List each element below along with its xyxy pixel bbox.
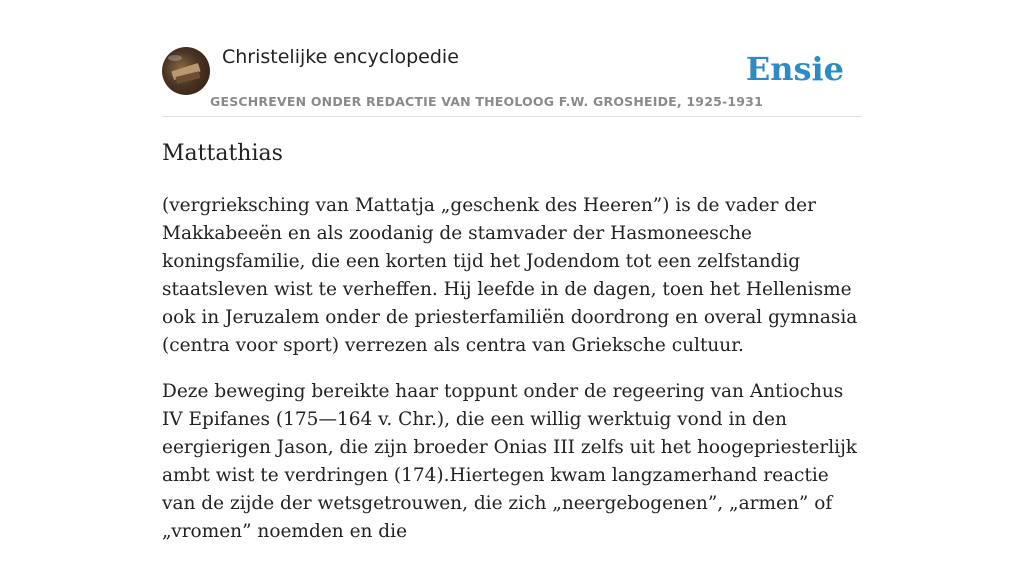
encyclopedia-title-link[interactable]: Christelijke encyclopedie — [222, 46, 459, 68]
article-body — [162, 192, 862, 546]
article-title: Mattathias — [162, 141, 283, 166]
article — [162, 138, 862, 564]
ensie-logo-link[interactable]: Ensie — [745, 50, 844, 88]
article-paragraph: Deze beweging bereikte haar toppunt onder de regeering van Antiochus IV Epifanes (175—164 v. Chr.), die een willig werktuig vond in den eergierigen Jason, die zijn broeder Onias III zelfs uit het hoogepriesterlijk ambt wist te verdringen (174).Hiertegen kwam langzamerhand reactie van de zijde der wetsgetrouwen, die zich „neergebogenen”, „armen” of „vromen” noemden en die — [162, 381, 858, 542]
avatar-glint — [168, 55, 182, 61]
encyclopedia-avatar[interactable] — [162, 47, 210, 95]
encyclopedia-subtitle: GESCHREVEN ONDER REDACTIE VAN THEOLOOG F.W. GROSHEIDE, 1925-1931 — [210, 94, 763, 109]
article-paragraph: (vergrieksching van Mattatja „geschenk des Heeren”) is de vader der Makkabeeën en als zoodanig de stamvader der Hasmoneesche koningsfamilie, die een korten tijd het Jodendom tot een zelfstandig staatsleven wist te verheffen. Hij leefde in de dagen, toen het Hellenisme ook in Jeruzalem onder de priesterfamiliën doordrong en overal gymnasia (centra voor sport) verrezen als centra van Grieksche cultuur. — [162, 195, 858, 356]
site-header — [162, 40, 862, 117]
